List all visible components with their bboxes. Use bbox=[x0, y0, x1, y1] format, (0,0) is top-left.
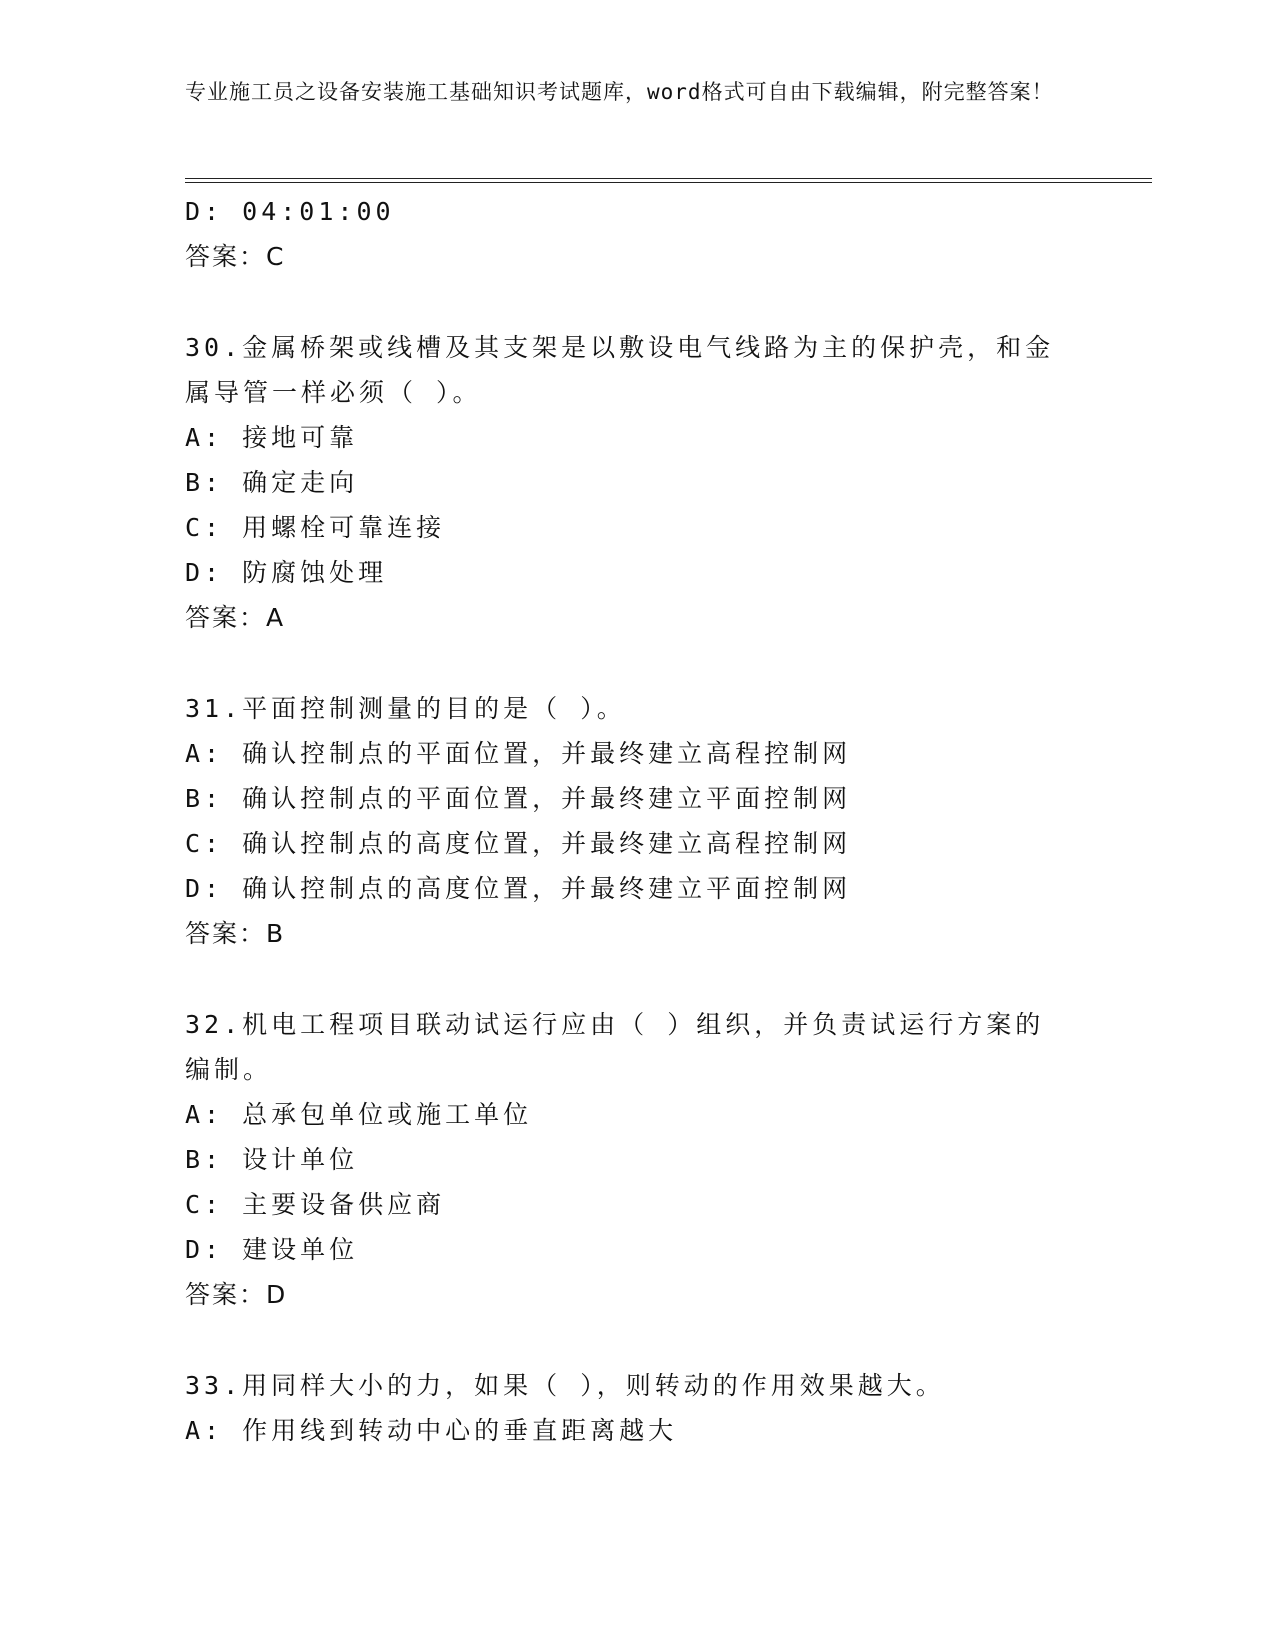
question-stem: 31.平面控制测量的目的是（ ）。 bbox=[185, 694, 626, 723]
question-32 bbox=[185, 1002, 1085, 1317]
option-a: A: 接地可靠 bbox=[185, 423, 359, 452]
header-divider bbox=[185, 178, 1152, 179]
option-a: A: 总承包单位或施工单位 bbox=[185, 1100, 533, 1129]
option-a: A: 确认控制点的平面位置，并最终建立高程控制网 bbox=[185, 739, 852, 768]
answer: 答案：B bbox=[185, 919, 286, 948]
option-d: D: 确认控制点的高度位置，并最终建立平面控制网 bbox=[185, 874, 852, 903]
option-a: A: 作用线到转动中心的垂直距离越大 bbox=[185, 1416, 678, 1445]
question-stem: 30.金属桥架或线槽及其支架是以敷设电气线路为主的保护壳，和金属导管一样必须（ ）。 bbox=[185, 333, 1055, 407]
prev-answer: 答案：C bbox=[185, 242, 286, 271]
option-c: C: 用螺栓可靠连接 bbox=[185, 513, 446, 542]
question-stem: 33.用同样大小的力，如果（ ），则转动的作用效果越大。 bbox=[185, 1371, 945, 1400]
option-c: C: 确认控制点的高度位置，并最终建立高程控制网 bbox=[185, 829, 852, 858]
header-divider-second bbox=[185, 182, 1152, 183]
answer: 答案：D bbox=[185, 1280, 288, 1309]
question-list bbox=[185, 189, 1085, 1453]
option-d: D: 防腐蚀处理 bbox=[185, 558, 388, 587]
question-31 bbox=[185, 686, 1085, 956]
option-b: B: 设计单位 bbox=[185, 1145, 359, 1174]
document-header: 专业施工员之设备安装施工基础知识考试题库，word格式可自由下载编辑，附完整答案！ bbox=[185, 80, 1054, 104]
question-stem: 32.机电工程项目联动试运行应由（ ）组织，并负责试运行方案的编制。 bbox=[185, 1010, 1045, 1084]
prev-option-d: D: 04:01:00 bbox=[185, 197, 395, 226]
option-b: B: 确定走向 bbox=[185, 468, 359, 497]
option-b: B: 确认控制点的平面位置，并最终建立平面控制网 bbox=[185, 784, 852, 813]
option-c: C: 主要设备供应商 bbox=[185, 1190, 446, 1219]
question-30 bbox=[185, 325, 1085, 640]
question-33 bbox=[185, 1363, 1085, 1453]
option-d: D: 建设单位 bbox=[185, 1235, 359, 1264]
answer: 答案：A bbox=[185, 603, 286, 632]
